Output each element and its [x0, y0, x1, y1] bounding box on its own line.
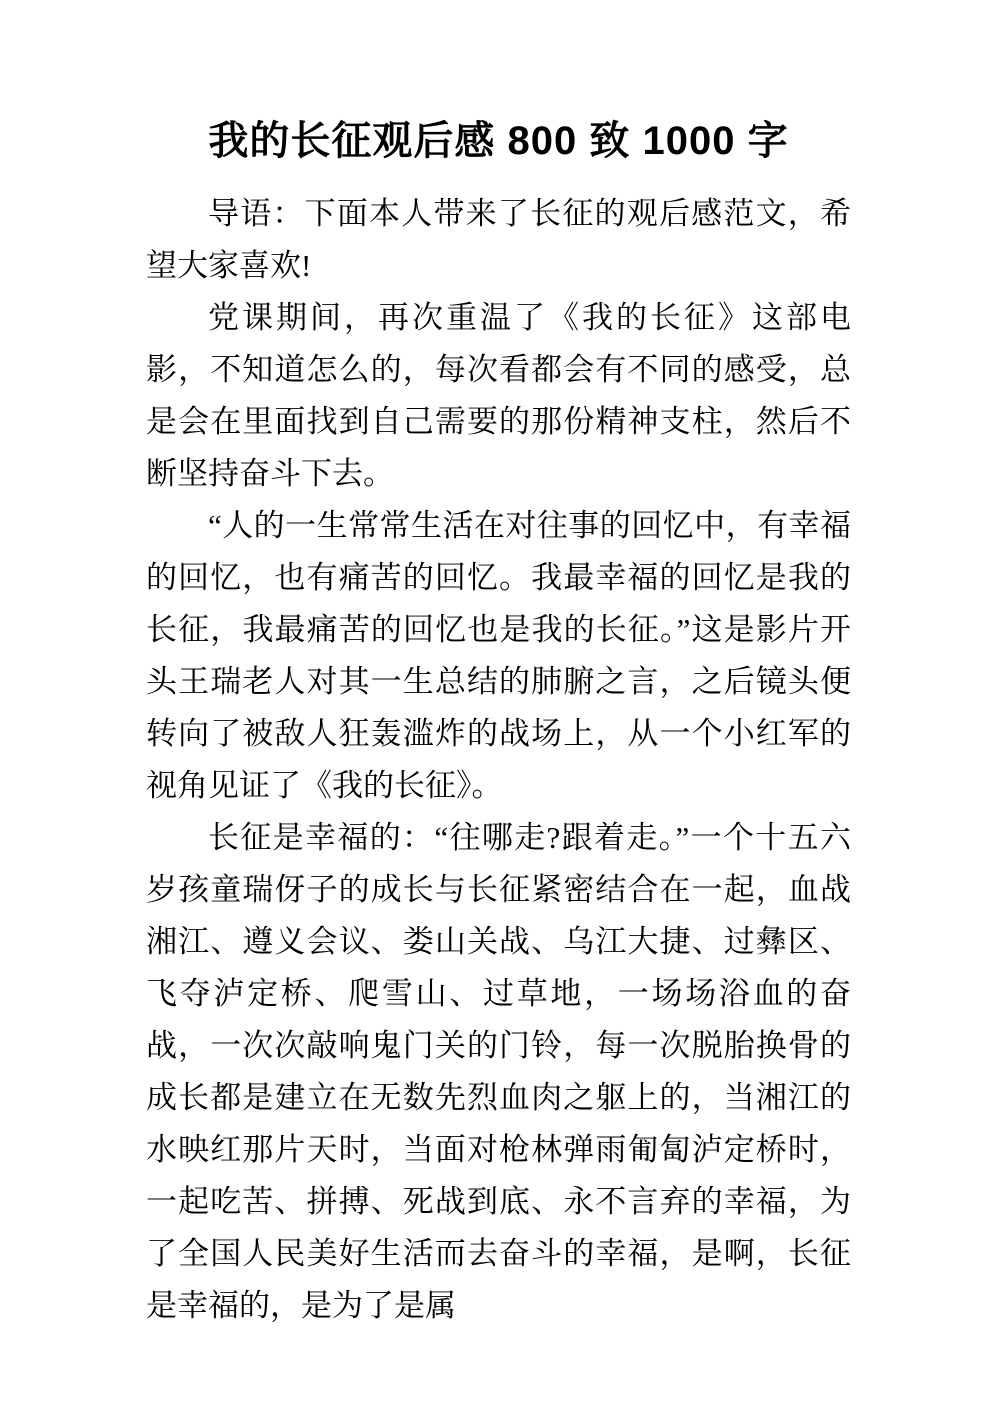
paragraph-opening-quote: “人的一生常常生活在对往事的回忆中，有幸福的回忆，也有痛苦的回忆。我最幸福的回忆是我的长征，我最痛苦的回忆也是我的长征。”这是影片开头王瑞老人对其一生总结的肺腑之言，之后镜头便转向了被敌人狂轰滥炸的战场上，从一个小红军的视角见证了《我的长征》。: [146, 508, 851, 803]
paragraph-happiness: 长征是幸福的：“往哪走?跟着走。”一个十五六岁孩童瑞伢子的成长与长征紧密结合在一起，血战湘江、遵义会议、娄山关战、乌江大捷、过彝区、飞夺泸定桥、爬雪山、过草地，一场场浴血的奋战，一次次敲响鬼门关的门铃，每一次脱胎换骨的成长都是建立在无数先烈血肉之躯上的，当湘江的水映红那片天时，当面对枪林弹雨匍匐泸定桥时，一起吃苦、拼搏、死战到底、永不言弃的幸福，为了全国人民美好生活而去奋斗的幸福，是啊，长征是幸福的，是为了是属: [146, 820, 851, 1323]
document-title: 我的长征观后感 800 致 1000 字: [208, 119, 789, 163]
paragraph-intro: 导语：下面本人带来了长征的观后感范文，希望大家喜欢!: [146, 196, 851, 283]
paragraph-movie-rewatch: 党课期间，再次重温了《我的长征》这部电影，不知道怎么的，每次看都会有不同的感受，总是会在里面找到自己需要的那份精神支柱，然后不断坚持奋斗下去。: [146, 300, 851, 491]
document-body: [146, 188, 851, 1332]
